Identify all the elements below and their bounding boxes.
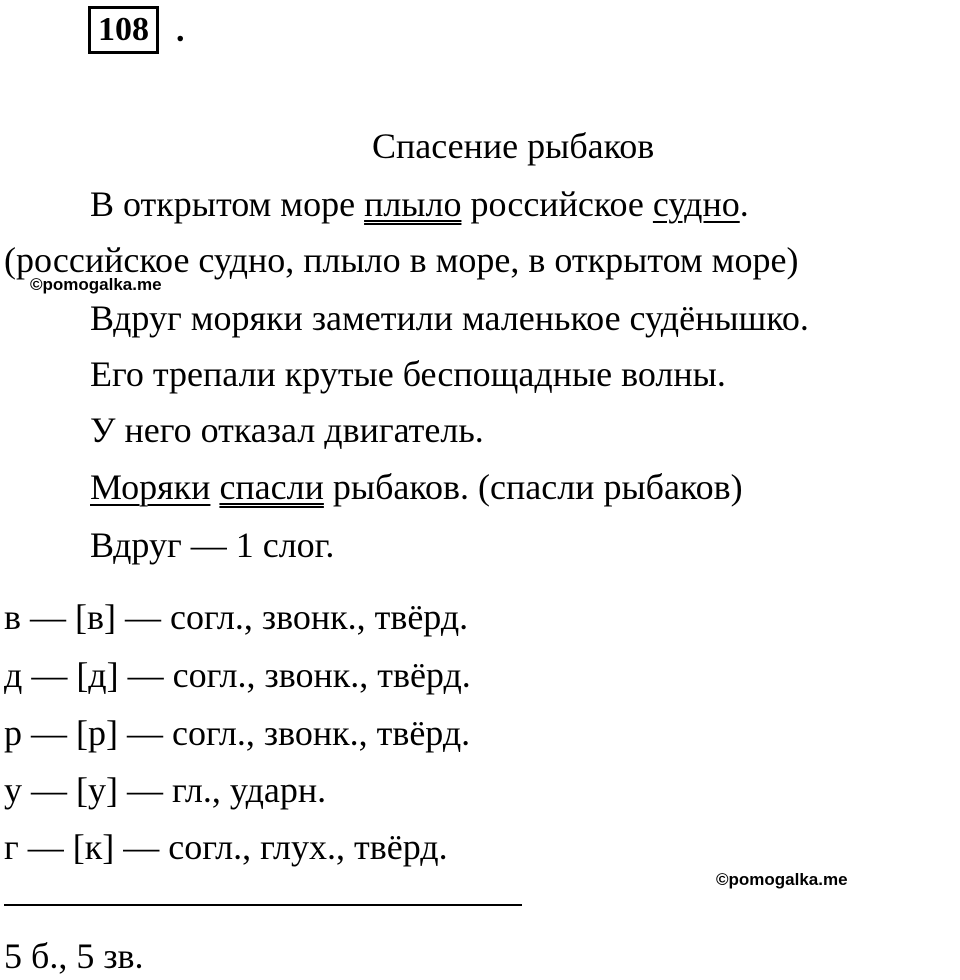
- exercise-number: 108: [88, 6, 159, 54]
- sentence-5: [90, 467, 743, 507]
- phrases-1: (российское судно, плыло в море, в открытом море): [4, 240, 799, 280]
- sentence-1-subject: судно: [652, 184, 740, 224]
- sentence-5-rest: рыбаков. (спасли рыбаков): [323, 467, 743, 507]
- syllable-count: Вдруг — 1 слог.: [90, 525, 335, 565]
- divider-line: [4, 904, 522, 906]
- phonetic-row: у — [у] — гл., ударн.: [4, 770, 327, 810]
- sentence-1: [90, 184, 749, 224]
- sentence-5-subject: Моряки: [90, 467, 211, 507]
- sentence-1-predicate: плыло: [364, 184, 462, 224]
- sentence-5-predicate: спасли: [219, 467, 324, 507]
- sentence-4: У него отказал двигатель.: [90, 410, 484, 450]
- watermark-bottom: ©pomogalka.me: [716, 870, 848, 889]
- text-title: Спасение рыбаков: [372, 126, 655, 166]
- exercise-number-dot: .: [176, 12, 185, 49]
- phonetic-row: р — [р] — согл., звонк., твёрд.: [4, 713, 471, 753]
- sentence-3: Его трепали крутые беспощадные волны.: [90, 354, 726, 394]
- phonetic-row: в — [в] — согл., звонк., твёрд.: [4, 597, 469, 637]
- sentence-1-part1: В открытом море: [90, 184, 365, 224]
- phonetic-row: г — [к] — согл., глух., твёрд.: [4, 827, 448, 867]
- sentence-1-end: .: [739, 184, 749, 224]
- sentence-1-part2: российское: [461, 184, 653, 224]
- watermark-top: ©pomogalka.me: [30, 275, 162, 294]
- phonetic-row: д — [д] — согл., звонк., твёрд.: [4, 655, 471, 695]
- sentence-2: Вдруг моряки заметили маленькое судёнышко.: [90, 298, 809, 338]
- summary-count: 5 б., 5 зв.: [4, 936, 144, 976]
